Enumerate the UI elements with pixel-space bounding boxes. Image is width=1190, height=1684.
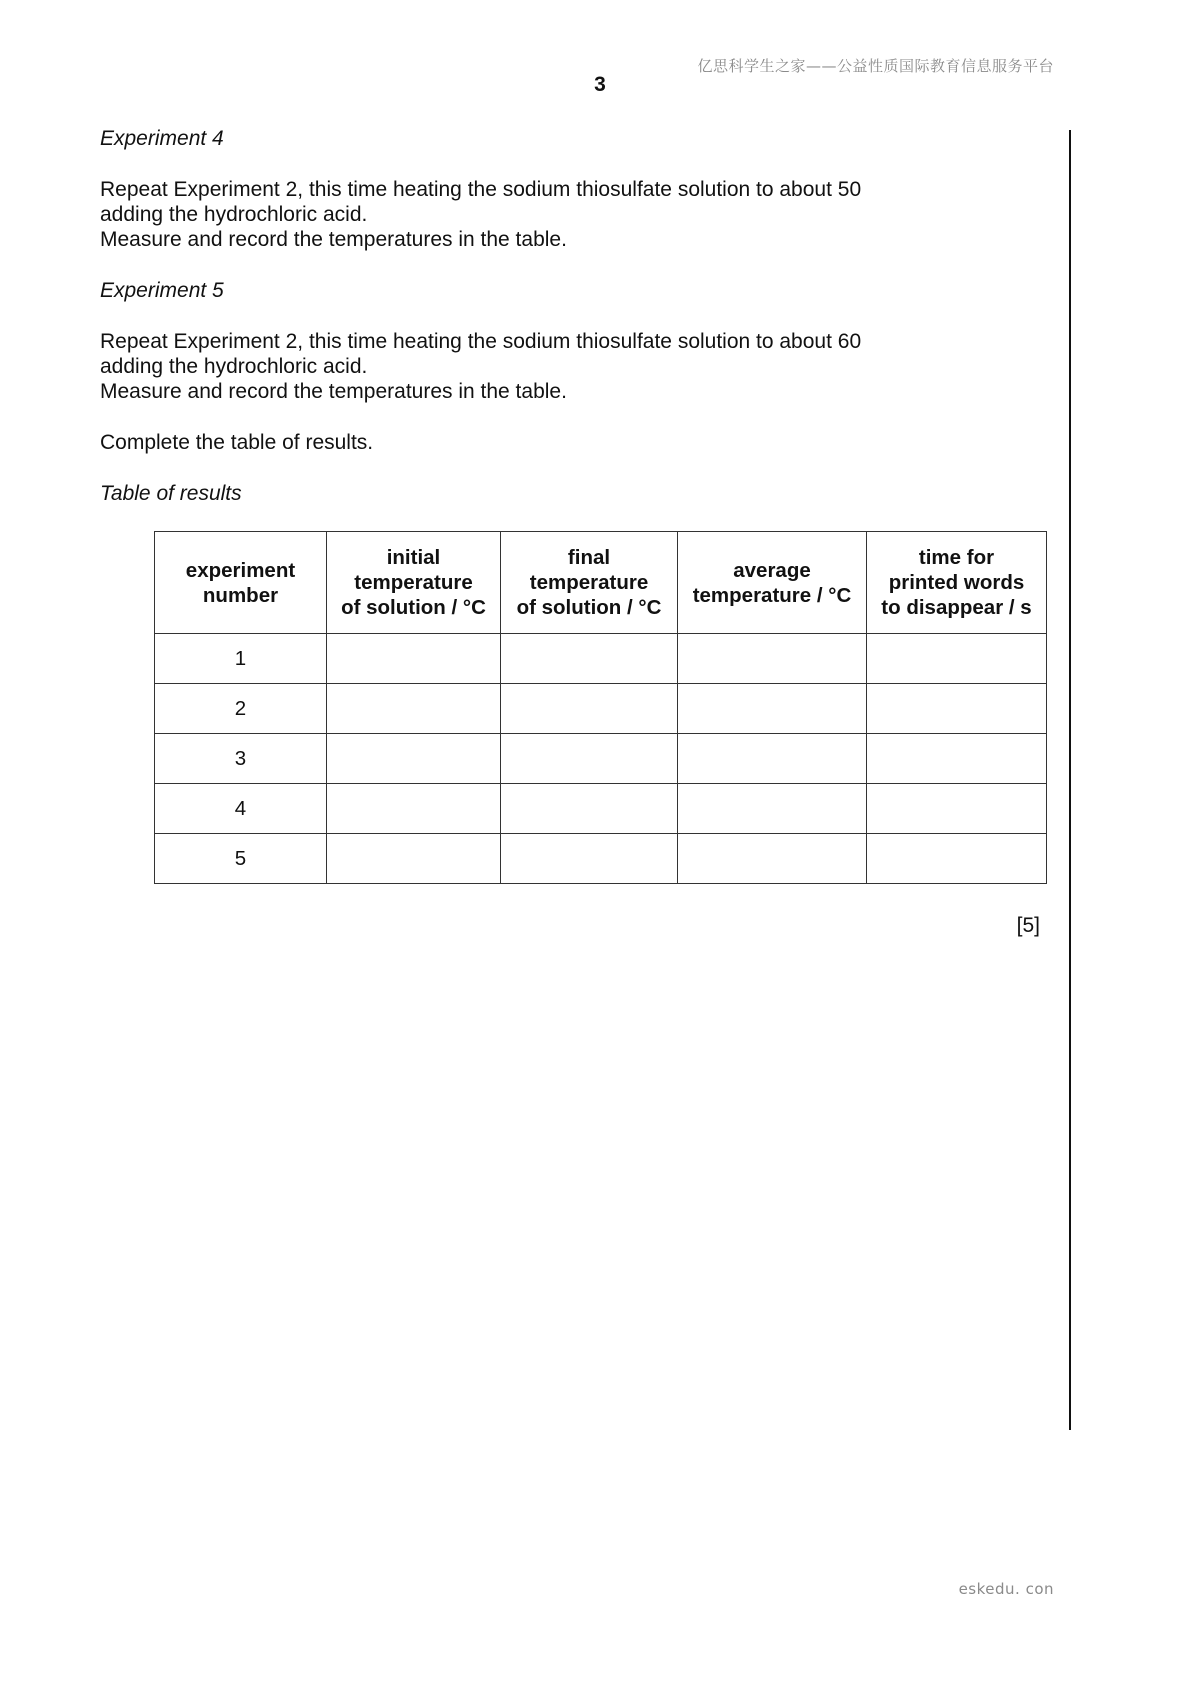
initial-temperature-cell[interactable] [327,684,501,734]
results-table [154,531,1047,884]
experiment-number-cell: 5 [155,834,327,884]
header-experiment-number: experiment number [155,532,327,634]
footer-watermark: eskedu. con [958,1580,1054,1598]
experiment-4-line-2: adding the hydrochloric acid. [100,203,368,226]
final-temperature-cell[interactable] [501,834,678,884]
time-cell[interactable] [867,634,1047,684]
margin-line [1069,130,1071,1430]
header-initial-temperature: initial temperature of solution / °C [327,532,501,634]
instruction-text: Complete the table of results. [100,431,374,454]
initial-temperature-cell[interactable] [327,834,501,884]
table-row [155,634,1047,684]
marks-label: [5] [1016,914,1040,937]
initial-temperature-cell[interactable] [327,634,501,684]
experiment-5-title: Experiment 5 [100,279,224,302]
final-temperature-cell[interactable] [501,684,678,734]
experiment-number-cell: 2 [155,684,327,734]
table-row [155,684,1047,734]
page-number: 3 [594,73,606,96]
question-content [100,126,940,506]
header-final-temperature: final temperature of solution / °C [501,532,678,634]
experiment-4-line-1: Repeat Experiment 2, this time heating the sodium thiosulfate solution to about 50 [100,178,862,201]
time-cell[interactable] [867,734,1047,784]
table-row [155,834,1047,884]
table-caption: Table of results [100,482,242,505]
time-cell[interactable] [867,684,1047,734]
experiment-5-line-2: adding the hydrochloric acid. [100,355,368,378]
experiment-4-title: Experiment 4 [100,127,224,150]
average-temperature-cell[interactable] [678,634,867,684]
average-temperature-cell[interactable] [678,684,867,734]
initial-temperature-cell[interactable] [327,784,501,834]
average-temperature-cell[interactable] [678,784,867,834]
header-watermark: 亿思科学生之家——公益性质国际教育信息服务平台 [697,57,1054,75]
header-average-temperature: average temperature / °C [678,532,867,634]
average-temperature-cell[interactable] [678,834,867,884]
final-temperature-cell[interactable] [501,784,678,834]
experiment-4-line-3: Measure and record the temperatures in the table. [100,228,567,251]
table-header-row [155,532,1047,634]
final-temperature-cell[interactable] [501,634,678,684]
initial-temperature-cell[interactable] [327,734,501,784]
header-time-to-disappear: time for printed words to disappear / s [867,532,1047,634]
final-temperature-cell[interactable] [501,734,678,784]
experiment-number-cell: 1 [155,634,327,684]
experiment-number-cell: 3 [155,734,327,784]
experiment-number-cell: 4 [155,784,327,834]
experiment-5-line-1: Repeat Experiment 2, this time heating the sodium thiosulfate solution to about 60 [100,330,862,353]
time-cell[interactable] [867,784,1047,834]
experiment-5-line-3: Measure and record the temperatures in the table. [100,380,567,403]
table-row [155,784,1047,834]
table-row [155,734,1047,784]
average-temperature-cell[interactable] [678,734,867,784]
time-cell[interactable] [867,834,1047,884]
